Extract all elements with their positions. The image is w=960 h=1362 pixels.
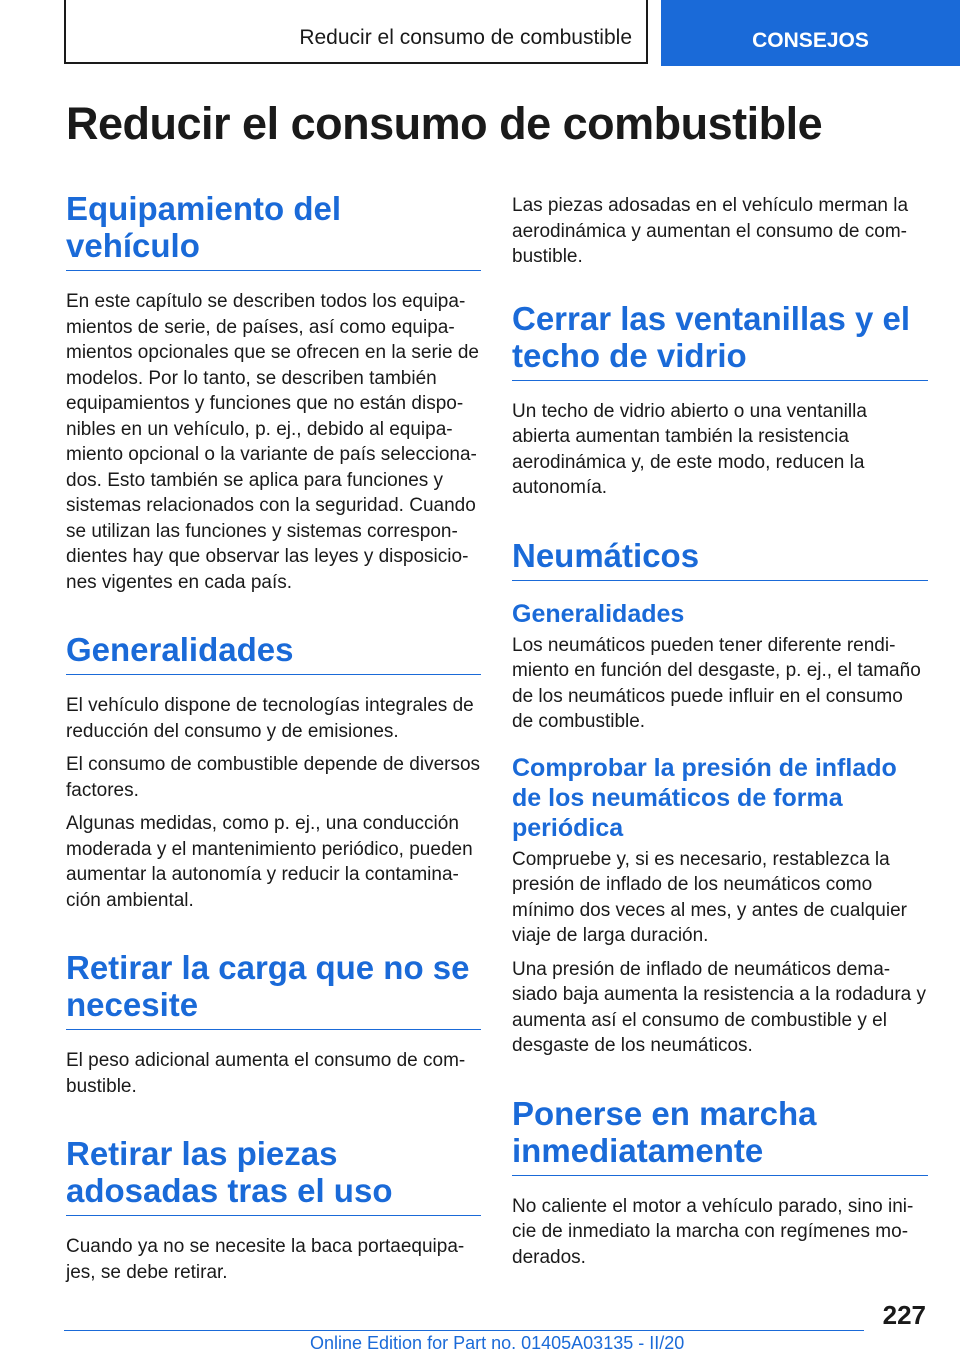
- heading-neumaticos: Neumáticos: [512, 537, 928, 581]
- heading-ponerse-en-marcha: Ponerse en marcha inmediatamente: [512, 1095, 928, 1176]
- footer-edition-text: Online Edition for Part no. 01405A03135 - II/20: [310, 1333, 685, 1353]
- subheading-neumaticos-generalidades: Generalidades: [512, 599, 685, 628]
- heading-retirar-piezas: Retirar las piezas adosadas tras el uso: [66, 1135, 481, 1216]
- paragraph-equipamiento: En este capítulo se describen todos los equipamientos de serie, de países, así como equipamientos opcionales que se ofrecen en la serie de modelos. Por lo tanto, se describen también equipamientos y funciones que no están disponibles en un vehículo, p. ej., debido al equipamiento opcional o la variante de país seleccionados. Esto también se aplica para funciones y sistemas relacionados con la seguridad. Cuando se utilizan las funciones y sistemas correspondientes hay que observar las leyes y disposiciones vigentes en cada país.: [66, 291, 479, 593]
- paragraph-ponerse-en-marcha: No caliente el motor a vehículo parado, sino inicie de inmediato la marcha con regímenes moderados.: [512, 1195, 914, 1268]
- footer-divider: [64, 1330, 864, 1331]
- heading-equipamiento: Equipamiento del vehículo: [66, 190, 481, 271]
- page-title: Reducir el consumo de combustible: [66, 98, 823, 149]
- right-column: [512, 193, 928, 1278]
- header-chapter-tab[interactable]: CONSEJOS: [661, 0, 960, 66]
- page-header: [0, 0, 960, 66]
- left-column: [66, 190, 481, 1293]
- paragraph-generalidades-1: El vehículo dispone de tecnologías integrales de reducción del consumo y de emisiones.: [66, 695, 474, 742]
- paragraph-neumaticos-generalidades: Los neumáticos pueden tener diferente rendimiento en función del desgaste, p. ej., el tamaño de los neumáticos puede influir en el consumo de combustible.: [512, 634, 921, 732]
- paragraph-retirar-piezas-1: Cuando ya no se necesite la baca portaequipajes, se debe retirar.: [66, 1236, 465, 1283]
- paragraph-generalidades-2: El consumo de combustible depende de diversos factores.: [66, 754, 481, 801]
- header-section-box: [64, 0, 648, 64]
- heading-generalidades: Generalidades: [66, 631, 481, 675]
- heading-retirar-carga: Retirar la carga que no se necesite: [66, 949, 481, 1030]
- paragraph-retirar-piezas-2: Las piezas adosadas en el vehículo merman la aerodinámica y aumentan el consumo de combustible.: [512, 195, 909, 267]
- paragraph-retirar-carga: El peso adicional aumenta el consumo de combustible.: [66, 1050, 466, 1097]
- paragraph-comprobar-presion-1: Compruebe y, si es necesario, restablezca la presión de inflado de los neumáticos como mínimo dos veces al mes, y antes de cualquier viaje de larga duración.: [512, 848, 907, 946]
- page-number: 227: [882, 1300, 926, 1330]
- paragraph-cerrar-ventanillas: Un techo de vidrio abierto o una ventanilla abierta aumentan también la resistencia aerodinámica y, de este modo, reducen la autonomía.: [512, 400, 867, 498]
- subheading-comprobar-presion: Comprobar la presión de inflado de los neumáticos de forma periódica: [512, 753, 897, 842]
- heading-cerrar-ventanillas: Cerrar las ventanillas y el techo de vidrio: [512, 300, 928, 381]
- paragraph-generalidades-3: Algunas medidas, como p. ej., una conducción moderada y el mantenimiento periódico, pueden aumentar la autonomía y reducir la contaminación ambiental.: [66, 813, 473, 911]
- header-section-title: Reducir el consumo de combustible: [299, 26, 632, 49]
- paragraph-comprobar-presion-2: Una presión de inflado de neumáticos demasiado baja aumenta la resistencia a la rodadura y aumenta así el consumo de combustible y el desgaste de los neumáticos.: [512, 958, 927, 1056]
